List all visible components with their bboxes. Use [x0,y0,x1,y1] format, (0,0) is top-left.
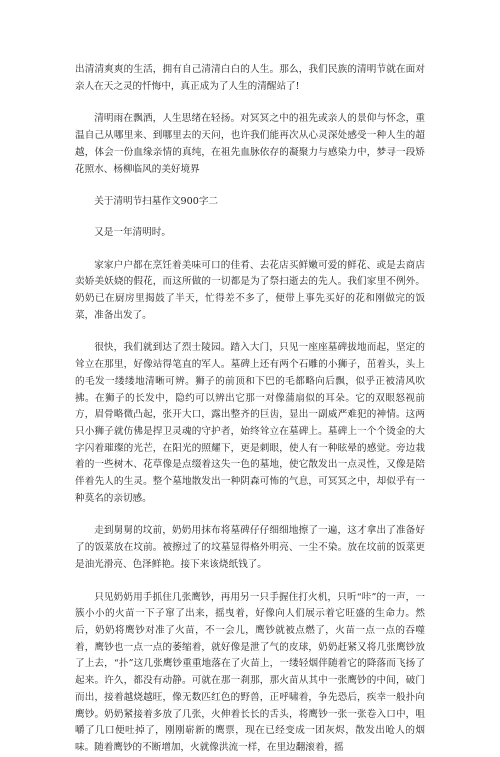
spacer [75,507,425,523]
spacer [75,324,425,340]
paragraph-3: 又是一年清明时。 [94,226,171,238]
paragraph-1: 出清清爽爽的生活，拥有自己清清白白的人生。那么，我们民族的清明节就在面对亲人在天之灵的忏悔中，真正成为了人生的清醒站了! [75,64,425,92]
spacer [75,211,425,225]
paragraph-5: 很快，我们就到达了烈士陵园。踏入大门，只见一座座墓碑拔地而起，坚定的耸立在那里，好像站得笔直的军人。墓碑上还有两个石雕的小狮子，茁着头，头上的毛发一缕缕地清晰可辨。狮子的前顶和下巴的毛都略向后飘，似乎正被清风吹拂。在狮子的长发中，隐约可以辨出它那一对像蒲扇似的耳朵。它的双眼怒视前方，眉骨略微凸起，张开大口，露出整齐的巨齿，显出一副威严难犯的神情。这两只小狮子就仿佛是捍卫灵魂的守护者，始终耸立在墓碑上。墓碑上一个个烫金的大字闪着璀璨的光芒，在阳光的照耀下，更是刺眼，使人有一种眩晕的感觉。旁边栽着的一些树木、花草像是点缀着这失一色的墓地，使它散发出一点灵性，又像是陪伴着先人的生灵。整个墓地散发出一种阴森可怖的气息，可冥冥之中，却似乎有一种莫名的亲切感。 [75,342,425,504]
document-page [75,62,425,757]
paragraph-6: 走到舅舅的坟前，奶奶用抹布将墓碑仔仔细细地擦了一遍，这才拿出了准备好了的饭菜放在坟前。被擦过了的坟墓显得格外明亮、一尘不染。放在坟前的饭菜更是油光滑亮、色泽鲜艳。接下来该烧纸钱了。 [75,525,425,570]
spacer [75,242,425,258]
section-heading: 关于清明节扫墓作文900字二 [94,196,219,208]
spacer [75,574,425,590]
spacer [75,178,425,194]
spacer [75,95,425,111]
paragraph-2: 清明雨在飘洒，人生思绪在轻扬。对冥冥之中的祖先或亲人的景仰与怀念，重温自己从哪里来、到哪里去的天问，也许我们能再次从心灵深处感受一种人生的超越，体会一份血缘亲情的真纯，在祖先血脉依存的凝聚力与感染力中，梦寻一段矫花照水、杨柳临风的美好境界 [75,113,425,175]
paragraph-4: 家家户户都在烹饪着美味可口的佳肴、去花店买鲜嫩可爱的鲜花、或是去商店卖娇美妖娆的假花，而这所做的一切都是为了祭扫逝去的先人。我们家里不例外。奶奶已在厨房里揭鼓了半天，忙得差不多了，便带上事先买好的花和刚做完的饭菜，准备出发了。 [75,259,425,321]
paragraph-7: 只见奶奶用手抓住几张鹰钞，再用另一只手握住打火机，只听“咔”的一声，一簇小小的火苗一下子窜了出来，摇曳着，好像向人们展示着它旺盛的生命力。然后，奶奶将鹰钞对准了火苗，不一会儿，鹰钞就被点燃了，火苗一点一点的吞噬着，鹰钞也一点一点的萎缩着，就好像是泄了气的皮球，奶奶赶紧又将几张鹰钞放了上去，“扑”这几张鹰钞重重地落在了火苗上，一缕轻烟伴随着它的降落而飞扬了起来。许久，都没有动静。可就在那一刹那，那火苗从其中一张鹰钞的中间，破门而出，接着越烧越旺，像无数匹红色的野兽，正呼啸着，争先恐后，疾幸一般扑向鹰钞。奶奶紧接着多放了几张，火伸着长长的舌头，将鹰钞一张一张卷入口中，咀嚼了几口便吐掉了，刚刚崭新的鹰票，现在已经变成一团灰烬，散发出呛人的烟味。随着鹰钞的不断增加，火就像洪流一样，在里边翻滚着，摇 [75,591,425,753]
